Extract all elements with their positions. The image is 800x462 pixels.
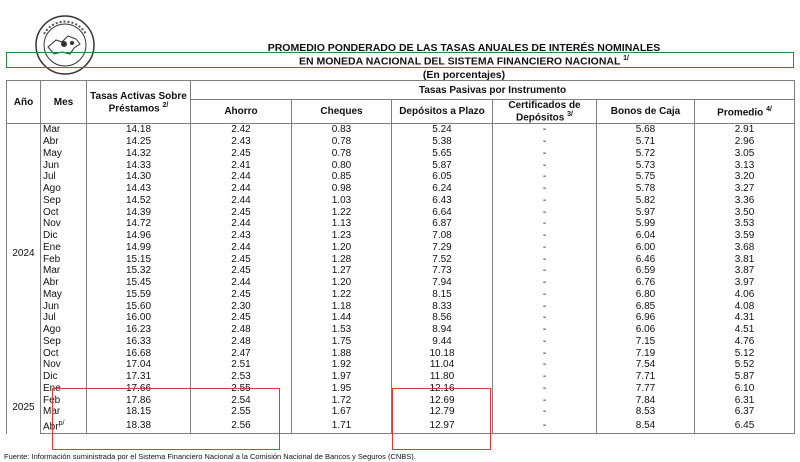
header-activas-note: 2/ bbox=[162, 101, 169, 109]
certificados-cell: - bbox=[493, 395, 597, 407]
month-label: Dic bbox=[43, 230, 58, 242]
table-row bbox=[7, 124, 795, 136]
table-row bbox=[7, 183, 795, 195]
activas-cell: 14.32 bbox=[87, 148, 191, 160]
month-label: Jun bbox=[43, 159, 60, 171]
table-row bbox=[7, 301, 795, 313]
cheques-cell: 1.20 bbox=[292, 277, 392, 289]
certificados-cell: - bbox=[493, 230, 597, 242]
month-label: Oct bbox=[43, 206, 59, 218]
ahorro-cell: 2.45 bbox=[191, 289, 292, 301]
plazo-cell: 11.80 bbox=[392, 371, 493, 383]
table-row bbox=[7, 324, 795, 336]
activas-cell: 15.60 bbox=[87, 301, 191, 313]
bonos-cell: 7.84 bbox=[597, 395, 695, 407]
month-cell bbox=[41, 254, 87, 266]
plazo-cell: 9.44 bbox=[392, 336, 493, 348]
bonos-cell: 7.71 bbox=[597, 371, 695, 383]
month-label: Sep bbox=[43, 194, 61, 206]
promedio-cell: 3.13 bbox=[695, 160, 795, 172]
activas-cell: 18.15 bbox=[87, 406, 191, 418]
table-row bbox=[7, 254, 795, 266]
title-units: (En porcentajes) bbox=[422, 69, 506, 81]
plazo-cell: 7.29 bbox=[392, 242, 493, 254]
header-certificados bbox=[493, 100, 597, 124]
cheques-cell: 1.28 bbox=[292, 254, 392, 266]
certificados-cell: - bbox=[493, 207, 597, 219]
plazo-cell: 8.56 bbox=[392, 312, 493, 324]
year-cell: 2025 bbox=[7, 383, 41, 434]
promedio-cell: 3.81 bbox=[695, 254, 795, 266]
bonos-cell: 5.75 bbox=[597, 171, 695, 183]
header-ahorro: Ahorro bbox=[191, 100, 292, 124]
certificados-cell: - bbox=[493, 171, 597, 183]
plazo-cell: 8.33 bbox=[392, 301, 493, 313]
promedio-cell: 3.50 bbox=[695, 207, 795, 219]
ahorro-cell: 2.45 bbox=[191, 254, 292, 266]
month-cell bbox=[41, 171, 87, 183]
ahorro-cell: 2.42 bbox=[191, 124, 292, 136]
certificados-cell: - bbox=[493, 383, 597, 395]
month-cell bbox=[41, 312, 87, 324]
month-label: Jul bbox=[43, 171, 56, 183]
table-row bbox=[7, 289, 795, 301]
bonos-cell: 5.71 bbox=[597, 136, 695, 148]
source-footnote: Fuente: Información suministrada por el Sistema Financiero Nacional a la Comisión Nacional de Bancos y Seguros (CNBS). bbox=[4, 452, 416, 461]
month-cell bbox=[41, 183, 87, 195]
certificados-cell: - bbox=[493, 242, 597, 254]
month-label: Jun bbox=[43, 300, 60, 312]
cheques-cell: 0.85 bbox=[292, 171, 392, 183]
certificados-cell: - bbox=[493, 124, 597, 136]
certificados-cell: - bbox=[493, 371, 597, 383]
activas-cell: 16.68 bbox=[87, 348, 191, 360]
cheques-cell: 1.95 bbox=[292, 383, 392, 395]
activas-cell: 15.45 bbox=[87, 277, 191, 289]
plazo-cell: 7.08 bbox=[392, 230, 493, 242]
promedio-cell: 4.31 bbox=[695, 312, 795, 324]
ahorro-cell: 2.44 bbox=[191, 183, 292, 195]
month-cell bbox=[41, 265, 87, 277]
table-row bbox=[7, 148, 795, 160]
certificados-cell: - bbox=[493, 336, 597, 348]
certificados-cell: - bbox=[493, 289, 597, 301]
month-label: Oct bbox=[43, 347, 59, 359]
table-row bbox=[7, 230, 795, 242]
cheques-cell: 0.80 bbox=[292, 160, 392, 172]
month-label: Feb bbox=[43, 253, 61, 265]
cheques-cell: 1.20 bbox=[292, 242, 392, 254]
header-certificados-note: 3/ bbox=[567, 111, 573, 118]
bonos-cell: 6.06 bbox=[597, 324, 695, 336]
cheques-cell: 0.78 bbox=[292, 136, 392, 148]
table-row bbox=[7, 336, 795, 348]
bonos-cell: 8.53 bbox=[597, 406, 695, 418]
month-label: Mar bbox=[43, 124, 61, 136]
table-row bbox=[7, 160, 795, 172]
month-note: p/ bbox=[58, 420, 65, 428]
activas-cell: 15.59 bbox=[87, 289, 191, 301]
plazo-cell: 12.16 bbox=[392, 383, 493, 395]
promedio-cell: 3.36 bbox=[695, 195, 795, 207]
year-cell: 2024 bbox=[7, 124, 41, 383]
bonos-cell: 5.78 bbox=[597, 183, 695, 195]
month-label: Abr bbox=[43, 136, 59, 148]
activas-cell: 16.23 bbox=[87, 324, 191, 336]
bonos-cell: 6.80 bbox=[597, 289, 695, 301]
certificados-cell: - bbox=[493, 277, 597, 289]
cheques-cell: 1.72 bbox=[292, 395, 392, 407]
month-cell bbox=[41, 160, 87, 172]
promedio-cell: 3.27 bbox=[695, 183, 795, 195]
plazo-cell: 7.52 bbox=[392, 254, 493, 266]
plazo-cell: 5.38 bbox=[392, 136, 493, 148]
header-cheques: Cheques bbox=[292, 100, 392, 124]
table-row bbox=[7, 265, 795, 277]
certificados-cell: - bbox=[493, 218, 597, 230]
ahorro-cell: 2.44 bbox=[191, 218, 292, 230]
promedio-cell: 6.31 bbox=[695, 395, 795, 407]
activas-cell: 14.96 bbox=[87, 230, 191, 242]
ahorro-cell: 2.48 bbox=[191, 336, 292, 348]
table-row bbox=[7, 359, 795, 371]
plazo-cell: 7.94 bbox=[392, 277, 493, 289]
ahorro-cell: 2.45 bbox=[191, 312, 292, 324]
certificados-cell: - bbox=[493, 136, 597, 148]
ahorro-cell: 2.44 bbox=[191, 277, 292, 289]
cheques-cell: 0.83 bbox=[292, 124, 392, 136]
month-cell bbox=[41, 136, 87, 148]
month-label: Nov bbox=[43, 359, 61, 371]
header-anio: Año bbox=[7, 81, 41, 124]
bonos-cell: 5.97 bbox=[597, 207, 695, 219]
plazo-cell: 12.97 bbox=[392, 418, 493, 434]
ahorro-cell: 2.43 bbox=[191, 230, 292, 242]
activas-cell: 15.32 bbox=[87, 265, 191, 277]
cheques-cell: 1.13 bbox=[292, 218, 392, 230]
activas-cell: 14.72 bbox=[87, 218, 191, 230]
promedio-cell: 3.87 bbox=[695, 265, 795, 277]
activas-cell: 18.38 bbox=[87, 418, 191, 434]
month-cell bbox=[41, 195, 87, 207]
month-cell bbox=[41, 230, 87, 242]
table-row bbox=[7, 418, 795, 434]
ahorro-cell: 2.54 bbox=[191, 395, 292, 407]
table-row bbox=[7, 406, 795, 418]
promedio-cell: 3.53 bbox=[695, 218, 795, 230]
table-row bbox=[7, 136, 795, 148]
promedio-cell: 3.68 bbox=[695, 242, 795, 254]
certificados-cell: - bbox=[493, 312, 597, 324]
promedio-cell: 4.06 bbox=[695, 289, 795, 301]
promedio-cell: 6.10 bbox=[695, 383, 795, 395]
plazo-cell: 8.94 bbox=[392, 324, 493, 336]
bonos-cell: 7.19 bbox=[597, 348, 695, 360]
promedio-cell: 5.52 bbox=[695, 359, 795, 371]
plazo-cell: 5.87 bbox=[392, 160, 493, 172]
plazo-cell: 6.87 bbox=[392, 218, 493, 230]
ahorro-cell: 2.41 bbox=[191, 160, 292, 172]
header-activas-text: Tasas Activas Sobre Préstamos bbox=[90, 90, 187, 114]
month-cell bbox=[41, 301, 87, 313]
month-cell bbox=[41, 207, 87, 219]
cheques-cell: 1.03 bbox=[292, 195, 392, 207]
table-row bbox=[7, 312, 795, 324]
month-label: Mar bbox=[43, 265, 61, 277]
table-row bbox=[7, 171, 795, 183]
bonos-cell: 7.15 bbox=[597, 336, 695, 348]
month-cell bbox=[41, 124, 87, 136]
header-promedio-note: 4/ bbox=[766, 105, 772, 113]
title-line-2-text: EN MONEDA NACIONAL DEL SISTEMA FINANCIERO NACIONAL bbox=[299, 55, 621, 68]
month-label: May bbox=[43, 288, 62, 300]
ahorro-cell: 2.44 bbox=[191, 242, 292, 254]
cheques-cell: 1.97 bbox=[292, 371, 392, 383]
bonos-cell: 6.59 bbox=[597, 265, 695, 277]
plazo-cell: 6.64 bbox=[392, 207, 493, 219]
activas-cell: 17.86 bbox=[87, 395, 191, 407]
promedio-cell: 3.20 bbox=[695, 171, 795, 183]
header-plazo: Depósitos a Plazo bbox=[392, 100, 493, 124]
activas-cell: 14.33 bbox=[87, 160, 191, 172]
ahorro-cell: 2.45 bbox=[191, 207, 292, 219]
ahorro-cell: 2.44 bbox=[191, 171, 292, 183]
month-cell bbox=[41, 324, 87, 336]
cheques-cell: 1.22 bbox=[292, 207, 392, 219]
ahorro-cell: 2.53 bbox=[191, 371, 292, 383]
activas-cell: 17.04 bbox=[87, 359, 191, 371]
promedio-cell: 4.08 bbox=[695, 301, 795, 313]
cheques-cell: 1.75 bbox=[292, 336, 392, 348]
bonos-cell: 5.82 bbox=[597, 195, 695, 207]
promedio-cell: 4.76 bbox=[695, 336, 795, 348]
bonos-cell: 6.04 bbox=[597, 230, 695, 242]
certificados-cell: - bbox=[493, 359, 597, 371]
table-body bbox=[7, 124, 795, 434]
bonos-cell: 7.77 bbox=[597, 383, 695, 395]
ahorro-cell: 2.55 bbox=[191, 406, 292, 418]
cheques-cell: 1.22 bbox=[292, 289, 392, 301]
ahorro-cell: 2.56 bbox=[191, 418, 292, 434]
month-label: Ene bbox=[43, 241, 61, 253]
activas-cell: 14.43 bbox=[87, 183, 191, 195]
month-label: Abr bbox=[43, 277, 59, 289]
month-cell bbox=[41, 406, 87, 418]
bonos-cell: 6.96 bbox=[597, 312, 695, 324]
promedio-cell: 3.59 bbox=[695, 230, 795, 242]
promedio-cell: 2.96 bbox=[695, 136, 795, 148]
ahorro-cell: 2.55 bbox=[191, 383, 292, 395]
promedio-cell: 3.97 bbox=[695, 277, 795, 289]
month-label: Nov bbox=[43, 218, 61, 230]
bonos-cell: 5.72 bbox=[597, 148, 695, 160]
bonos-cell: 7.54 bbox=[597, 359, 695, 371]
header-promedio bbox=[695, 100, 795, 124]
activas-cell: 17.66 bbox=[87, 383, 191, 395]
activas-cell: 15.15 bbox=[87, 254, 191, 266]
bonos-cell: 6.76 bbox=[597, 277, 695, 289]
certificados-cell: - bbox=[493, 324, 597, 336]
plazo-cell: 6.43 bbox=[392, 195, 493, 207]
plazo-cell: 5.65 bbox=[392, 148, 493, 160]
bonos-cell: 5.73 bbox=[597, 160, 695, 172]
header-promedio-text: Promedio bbox=[717, 106, 764, 118]
bonos-cell: 6.85 bbox=[597, 301, 695, 313]
plazo-cell: 12.79 bbox=[392, 406, 493, 418]
month-label: Mar bbox=[43, 406, 61, 418]
month-label: Ago bbox=[43, 183, 61, 195]
cheques-cell: 1.71 bbox=[292, 418, 392, 434]
activas-cell: 14.52 bbox=[87, 195, 191, 207]
month-label: Abr bbox=[43, 421, 59, 433]
activas-cell: 14.39 bbox=[87, 207, 191, 219]
table-row bbox=[7, 348, 795, 360]
ahorro-cell: 2.45 bbox=[191, 265, 292, 277]
plazo-cell: 11.04 bbox=[392, 359, 493, 371]
header-bonos: Bonos de Caja bbox=[597, 100, 695, 124]
month-cell bbox=[41, 289, 87, 301]
header-mes: Mes bbox=[41, 81, 87, 124]
ahorro-cell: 2.47 bbox=[191, 348, 292, 360]
activas-cell: 14.25 bbox=[87, 136, 191, 148]
cheques-cell: 1.53 bbox=[292, 324, 392, 336]
cheques-cell: 0.78 bbox=[292, 148, 392, 160]
activas-cell: 16.00 bbox=[87, 312, 191, 324]
promedio-cell: 5.87 bbox=[695, 371, 795, 383]
bonos-cell: 6.46 bbox=[597, 254, 695, 266]
plazo-cell: 10.18 bbox=[392, 348, 493, 360]
ahorro-cell: 2.43 bbox=[191, 136, 292, 148]
month-cell bbox=[41, 148, 87, 160]
certificados-cell: - bbox=[493, 265, 597, 277]
activas-cell: 17.31 bbox=[87, 371, 191, 383]
promedio-cell: 3.05 bbox=[695, 148, 795, 160]
plazo-cell: 5.24 bbox=[392, 124, 493, 136]
cheques-cell: 1.23 bbox=[292, 230, 392, 242]
ahorro-cell: 2.48 bbox=[191, 324, 292, 336]
month-cell bbox=[41, 395, 87, 407]
certificados-cell: - bbox=[493, 301, 597, 313]
bonos-cell: 8.54 bbox=[597, 418, 695, 434]
promedio-cell: 5.12 bbox=[695, 348, 795, 360]
certificados-cell: - bbox=[493, 418, 597, 434]
bonos-cell: 5.68 bbox=[597, 124, 695, 136]
table-row bbox=[7, 207, 795, 219]
activas-cell: 16.33 bbox=[87, 336, 191, 348]
month-cell bbox=[41, 242, 87, 254]
cheques-cell: 0.98 bbox=[292, 183, 392, 195]
header-certificados-text: Certificados de Depósitos bbox=[508, 100, 581, 124]
table-row bbox=[7, 242, 795, 254]
header-pasivas-group: Tasas Pasivas por Instrumento bbox=[191, 81, 795, 100]
activas-cell: 14.99 bbox=[87, 242, 191, 254]
ahorro-cell: 2.44 bbox=[191, 195, 292, 207]
plazo-cell: 6.05 bbox=[392, 171, 493, 183]
table-row bbox=[7, 195, 795, 207]
promedio-cell: 2.91 bbox=[695, 124, 795, 136]
month-cell bbox=[41, 359, 87, 371]
cheques-cell: 1.18 bbox=[292, 301, 392, 313]
bonos-cell: 5.99 bbox=[597, 218, 695, 230]
month-cell bbox=[41, 371, 87, 383]
title-line-2-note: 1/ bbox=[623, 55, 629, 62]
cheques-cell: 1.44 bbox=[292, 312, 392, 324]
cheques-cell: 1.88 bbox=[292, 348, 392, 360]
ahorro-cell: 2.51 bbox=[191, 359, 292, 371]
cheques-cell: 1.27 bbox=[292, 265, 392, 277]
month-label: Dic bbox=[43, 371, 58, 383]
month-cell bbox=[41, 218, 87, 230]
table-row bbox=[7, 371, 795, 383]
month-cell bbox=[41, 277, 87, 289]
certificados-cell: - bbox=[493, 348, 597, 360]
month-label: Sep bbox=[43, 335, 61, 347]
ahorro-cell: 2.45 bbox=[191, 148, 292, 160]
month-cell bbox=[41, 348, 87, 360]
certificados-cell: - bbox=[493, 195, 597, 207]
cheques-cell: 1.67 bbox=[292, 406, 392, 418]
bonos-cell: 6.00 bbox=[597, 242, 695, 254]
table-row bbox=[7, 218, 795, 230]
certificados-cell: - bbox=[493, 406, 597, 418]
table-row bbox=[7, 277, 795, 289]
promedio-cell: 6.37 bbox=[695, 406, 795, 418]
month-label: Feb bbox=[43, 394, 61, 406]
month-cell bbox=[41, 418, 87, 434]
title-line-2 bbox=[128, 55, 800, 68]
certificados-cell: - bbox=[493, 254, 597, 266]
plazo-cell: 7.73 bbox=[392, 265, 493, 277]
activas-cell: 14.18 bbox=[87, 124, 191, 136]
month-cell bbox=[41, 383, 87, 395]
activas-cell: 14.30 bbox=[87, 171, 191, 183]
promedio-cell: 6.45 bbox=[695, 418, 795, 434]
month-label: Jul bbox=[43, 312, 56, 324]
month-cell bbox=[41, 336, 87, 348]
cheques-cell: 1.92 bbox=[292, 359, 392, 371]
rates-table bbox=[6, 80, 795, 434]
plazo-cell: 12.69 bbox=[392, 395, 493, 407]
plazo-cell: 8.15 bbox=[392, 289, 493, 301]
header-activas bbox=[87, 81, 191, 124]
ahorro-cell: 2.30 bbox=[191, 301, 292, 313]
title-line-1: PROMEDIO PONDERADO DE LAS TASAS ANUALES DE INTERÉS NOMINALES bbox=[267, 42, 661, 54]
certificados-cell: - bbox=[493, 160, 597, 172]
table-row bbox=[7, 383, 795, 395]
month-label: Ago bbox=[43, 324, 61, 336]
certificados-cell: - bbox=[493, 183, 597, 195]
promedio-cell: 4.51 bbox=[695, 324, 795, 336]
month-label: May bbox=[43, 147, 62, 159]
certificados-cell: - bbox=[493, 148, 597, 160]
plazo-cell: 6.24 bbox=[392, 183, 493, 195]
month-label: Ene bbox=[43, 382, 61, 394]
table-row bbox=[7, 395, 795, 407]
